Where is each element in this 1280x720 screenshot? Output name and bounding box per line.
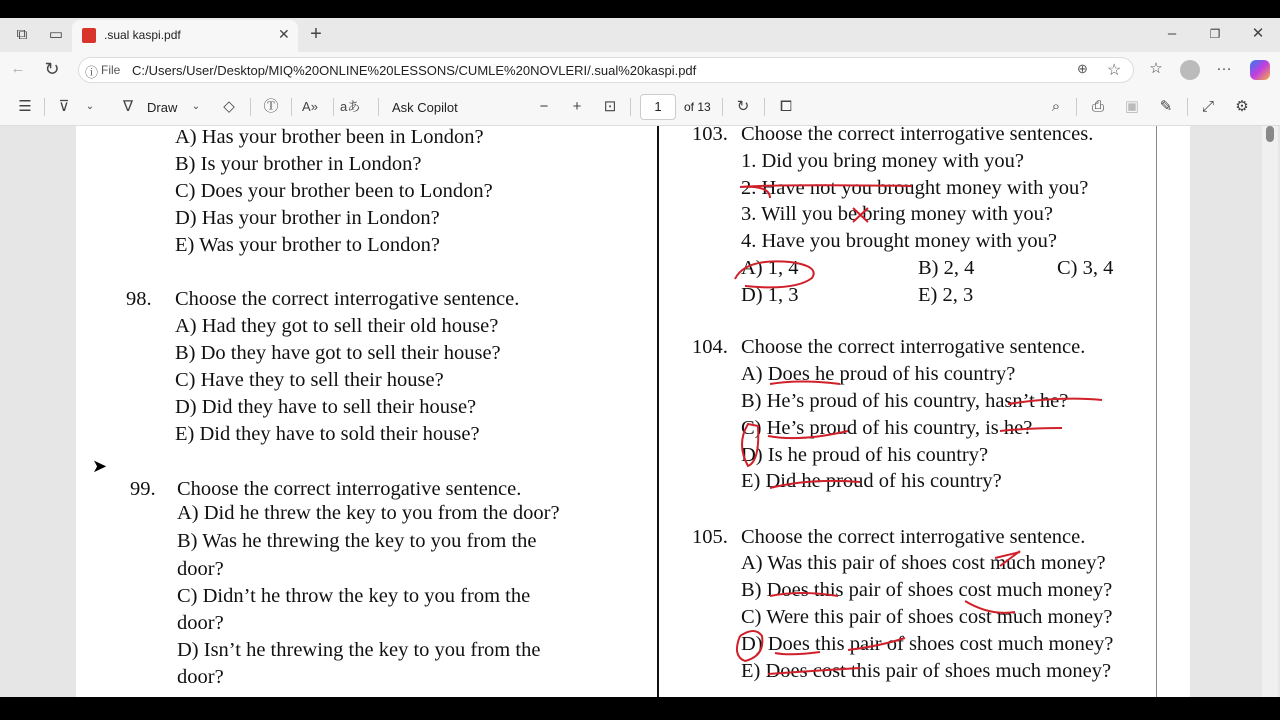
left-column-text-line: 98. [126,288,152,310]
left-column-text-line: B) Do they have got to sell their house? [175,342,501,364]
address-bar[interactable] [78,57,1134,83]
restore-button[interactable]: ❐ [1209,27,1221,41]
copilot-icon[interactable] [1250,60,1270,80]
scrollbar-thumb[interactable] [1266,126,1274,142]
draw-icon[interactable]: ∇ [122,98,134,115]
right-column-text-line: A) 1, 4 [741,257,799,279]
back-icon[interactable]: ← [10,60,26,77]
tab-title: .sual kaspi.pdf [104,28,181,42]
left-column-text-line: D) Has your brother in London? [175,207,440,229]
right-column-text-line: B) He’s proud of his country, hasn’t he? [741,390,1069,412]
left-column-text-line: Choose the correct interrogative sentence. [177,478,522,500]
refresh-icon[interactable]: ↻ [44,59,60,79]
right-column-text-line: 2. Have not you brought money with you? [741,177,1089,199]
tab-active[interactable] [72,20,298,52]
contents-icon[interactable]: ☰ [18,98,32,115]
page-number-input[interactable]: 1 [640,94,676,120]
right-column-text-line: 4. Have you brought money with you? [741,230,1057,252]
left-column-text-line: A) Did he threw the key to you from the door? [177,502,560,524]
close-tab-icon[interactable]: ✕ [278,26,290,42]
left-column-text-line: C) Didn’t he throw the key to you from the [177,585,531,607]
left-column-text-line: door? [177,666,224,688]
right-column-text-line: D) Is he proud of his country? [741,444,989,466]
left-column-text-line: E) Did they have to sold their house? [175,423,480,445]
fullscreen-icon[interactable]: ⤢ [1201,98,1214,115]
left-column-text-line: Choose the correct interrogative sentence. [175,288,520,310]
right-column-text-line: Choose the correct interrogative sentence. [741,526,1086,548]
right-column-text-line: C) He’s proud of his country, is he? [741,417,1033,439]
right-column-text-line: 105. [692,526,728,548]
left-column-text-line: A) Has your brother been in London? [175,126,484,148]
print-icon[interactable]: ⎙ [1091,98,1104,115]
left-column-text-line: A) Had they got to sell their old house? [175,315,499,337]
tab-actions-icon[interactable]: ▭ [48,26,64,43]
highlight-icon[interactable]: ⊽ [58,98,70,115]
left-column-text-line: door? [177,558,224,580]
left-column-text-line: D) Isn’t he threwing the key to you from the [177,639,541,661]
text-box-icon[interactable]: Ⓣ [263,98,279,115]
right-column-text-line: A) Was this pair of shoes cost much money? [741,552,1106,574]
right-column-text-line: D) 1, 3 [741,284,799,306]
right-column-text-line: E) Did he proud of his country? [741,470,1002,492]
left-column-text-line: E) Was your brother to London? [175,234,440,256]
left-column-text-line: D) Did they have to sell their house? [175,396,477,418]
close-window-button[interactable]: ✕ [1251,25,1265,42]
right-column-text-line: 104. [692,336,728,358]
save-icon[interactable]: ▣ [1124,98,1140,115]
right-column-text-line: Choose the correct interrogative sentence. [741,336,1086,358]
minimize-button[interactable]: – [1167,25,1177,42]
right-column-text-line: B) 2, 4 [918,257,975,279]
left-column-text-line: B) Was he threwing the key to you from the [177,530,537,552]
page-total: of 13 [684,100,711,114]
right-column-text-line: Choose the correct interrogative sentences. [741,126,1094,145]
draw-button[interactable]: Draw [147,100,178,115]
ask-copilot-button[interactable]: Ask Copilot [392,100,458,115]
translate-icon[interactable]: aあ [340,99,361,114]
left-column-text-line: C) Have they to sell their house? [175,369,444,391]
star-icon[interactable]: ☆ [1107,62,1122,79]
search-icon[interactable]: ⌕ [1051,98,1061,115]
read-aloud-icon[interactable]: A» [302,99,318,114]
column-divider [657,126,659,697]
fit-width-icon[interactable]: ⊡ [603,98,617,115]
pdf-viewer [0,126,1280,697]
zoom-out-button[interactable]: − [539,98,549,115]
settings-icon[interactable]: ⚙ [1235,98,1249,115]
right-column-text-line: C) Were this pair of shoes cost much money? [741,606,1113,628]
url-text[interactable]: C:/Users/User/Desktop/MIQ%20ONLINE%20LESSONS/CUMLE%20NOVLERI/.sual%20kaspi.pdf [132,63,697,78]
zoom-icon[interactable]: ⊕ [1077,61,1088,76]
zoom-in-button[interactable]: + [572,98,582,115]
right-column-text-line: D) Does this pair of shoes cost much money? [741,633,1114,655]
left-column-text-line: B) Is your brother in London? [175,153,422,175]
left-column-text-line: 99. [130,478,156,500]
right-column-text-line: B) Does this pair of shoes cost much money? [741,579,1113,601]
chevron-down-icon[interactable]: ⌄ [85,101,95,112]
right-column-text-line: A) Does he proud of his country? [741,363,1016,385]
right-column-text-line: E) 2, 3 [918,284,974,306]
right-column-text-line: 103. [692,126,728,145]
right-column-text-line: C) 3, 4 [1057,257,1114,279]
right-column-text-line: 3. Will you be bring money with you? [741,203,1053,225]
pdf-toolbar [0,88,1280,126]
rotate-icon[interactable]: ↻ [736,98,750,115]
favorites-icon[interactable]: ☆ [1149,60,1163,77]
pdf-icon [82,28,96,43]
more-icon[interactable]: ··· [1216,60,1232,77]
mouse-cursor-icon: ➤ [92,456,108,476]
left-column-text-line: door? [177,612,224,634]
left-column-text-line: C) Does your brother been to London? [175,180,493,202]
chevron-down-icon[interactable]: ⌄ [191,101,201,112]
page-border [1156,126,1157,697]
workspaces-icon[interactable]: ⧉ [16,26,28,43]
right-column-text-line: E) Does cost this pair of shoes much money? [741,660,1112,682]
new-tab-button[interactable]: + [310,23,322,45]
file-label: File [101,63,121,77]
scrollbar[interactable] [1262,126,1278,697]
info-icon: ⓘ [85,65,99,80]
save-as-icon[interactable]: ✎ [1159,98,1173,115]
eraser-icon[interactable]: ◇ [223,98,235,115]
profile-avatar[interactable] [1180,60,1200,80]
page-view-icon[interactable]: ⧠ [779,98,792,115]
right-column-text-line: 1. Did you bring money with you? [741,150,1024,172]
